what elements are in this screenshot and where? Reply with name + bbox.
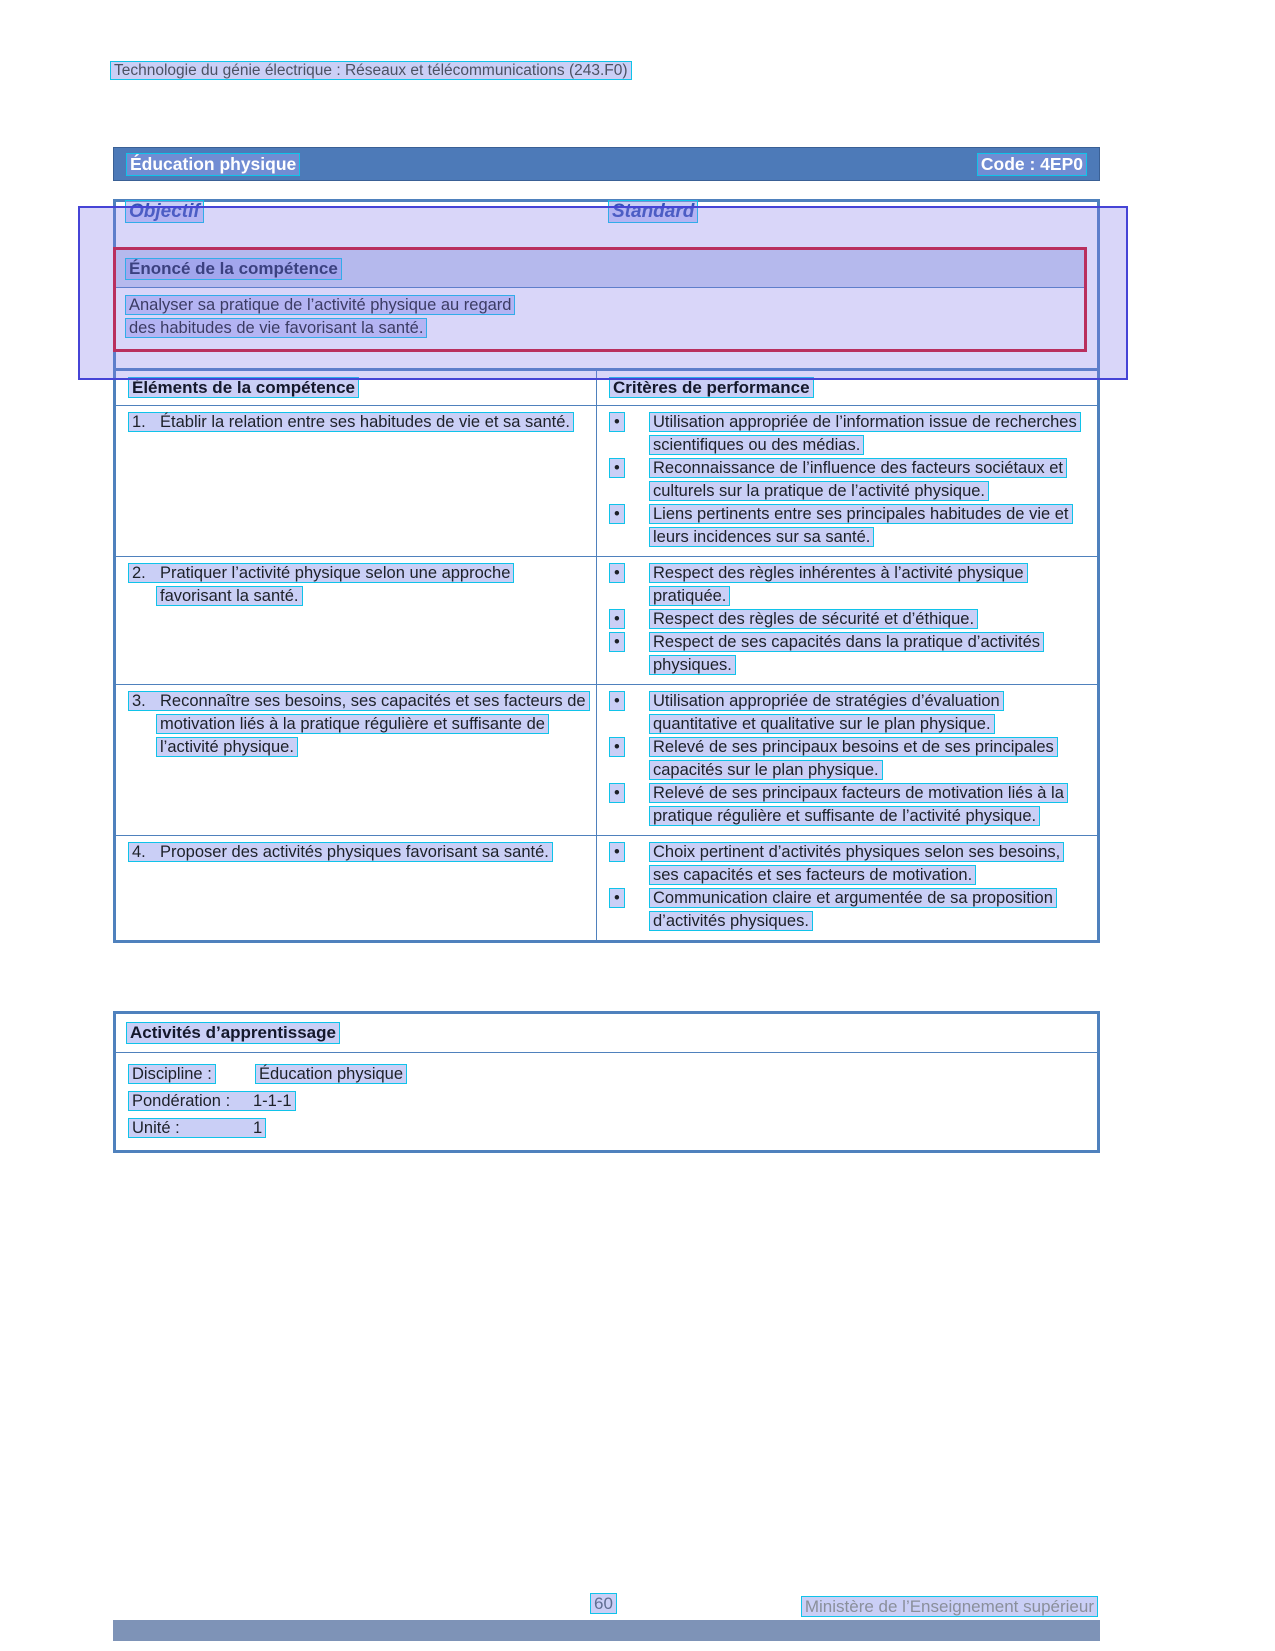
bullet-icon: •	[609, 504, 625, 524]
criteria-item	[609, 457, 1081, 503]
bullet-column	[609, 562, 649, 608]
bullet-column	[609, 503, 649, 549]
footer-ministry: Ministère de l’Enseignement supérieur	[801, 1596, 1098, 1617]
ponderation-label: Pondération :	[132, 1092, 231, 1110]
table-header-cell-elements	[116, 371, 597, 405]
bullet-column	[609, 411, 649, 457]
criteria-text-wrap	[649, 690, 1081, 736]
table-header-criteres: Critères de performance	[609, 377, 814, 398]
page-number: 60	[590, 1593, 617, 1614]
bullet-icon: •	[609, 691, 625, 711]
element-item	[128, 411, 586, 434]
doc-header	[110, 62, 632, 80]
criteria-text-wrap	[649, 631, 1081, 677]
bullet-icon: •	[609, 609, 625, 629]
page-number-wrap	[590, 1594, 617, 1614]
bullet-column	[609, 631, 649, 677]
unite-label: Unité :	[132, 1119, 180, 1137]
criteria-text: Choix pertinent d’activités physiques selon ses besoins, ses capacités et ses facteurs de motivation.	[649, 842, 1064, 885]
bullet-column	[609, 887, 649, 933]
criteria-text-wrap	[649, 782, 1081, 828]
program-title-bar	[113, 147, 1100, 181]
discipline-value: Éducation physique	[255, 1064, 407, 1084]
bullet-column	[609, 782, 649, 828]
competence-table	[113, 368, 1100, 943]
bullet-icon: •	[609, 783, 625, 803]
enonce-line-2: des habitudes de vie favorisant la santé.	[125, 318, 427, 338]
criteria-cell	[597, 557, 1097, 684]
criteria-item	[609, 841, 1081, 887]
program-title: Éducation physique	[126, 153, 300, 176]
enonce-line-1: Analyser sa pratique de l’activité physique au regard	[125, 295, 515, 315]
criteria-text: Utilisation appropriée de stratégies d’évaluation quantitative et qualitative sur le plan physique.	[649, 691, 1004, 734]
activites-box	[113, 1011, 1100, 1153]
table-header-row	[116, 371, 1097, 405]
criteria-text: Respect des règles inhérentes à l’activité physique pratiquée.	[649, 563, 1028, 606]
criteria-item	[609, 631, 1081, 677]
element-number: 3.	[132, 692, 146, 710]
enonce-box	[113, 247, 1087, 352]
criteria-item	[609, 887, 1081, 933]
bullet-icon: •	[609, 632, 625, 652]
criteria-item	[609, 562, 1081, 608]
element-number: 2.	[132, 564, 146, 582]
table-row	[116, 405, 1097, 556]
bullet-column	[609, 457, 649, 503]
criteria-item	[609, 690, 1081, 736]
element-number: 4.	[132, 843, 146, 861]
activites-body	[116, 1053, 1097, 1150]
criteria-text-wrap	[649, 503, 1081, 549]
bullet-icon: •	[609, 458, 625, 478]
bullet-column	[609, 690, 649, 736]
criteria-cell	[597, 836, 1097, 940]
table-row	[116, 835, 1097, 940]
criteria-text: Relevé de ses principaux facteurs de motivation liés à la pratique régulière et suffisante de l’activité physique.	[649, 783, 1068, 826]
criteria-text: Respect des règles de sécurité et d’éthique.	[649, 609, 978, 629]
discipline-label: Discipline :	[128, 1064, 216, 1084]
program-code: Code : 4EP0	[977, 153, 1087, 176]
criteria-text: Communication claire et argumentée de sa proposition d’activités physiques.	[649, 888, 1057, 931]
criteria-text-wrap	[649, 411, 1081, 457]
column-headers-row	[113, 201, 1100, 223]
unite-line	[128, 1115, 1087, 1142]
element-text: Reconnaître ses besoins, ses capacités et ses facteurs de motivation liés à la pratique régulière et suffisante de l’activité physique.	[160, 692, 586, 756]
ponderation-line	[128, 1088, 1087, 1115]
bullet-icon: •	[609, 563, 625, 583]
criteria-cell	[597, 685, 1097, 835]
element-cell	[116, 685, 597, 835]
criteria-cell	[597, 406, 1097, 556]
element-item	[128, 562, 586, 608]
table-header-cell-criteres	[597, 371, 1097, 405]
element-text: Pratiquer l’activité physique selon une approche favorisant la santé.	[160, 564, 511, 605]
element-item	[128, 690, 586, 759]
element-cell	[116, 406, 597, 556]
discipline-line	[128, 1061, 1087, 1088]
footer-bar	[113, 1620, 1100, 1641]
element-cell	[116, 557, 597, 684]
criteria-item	[609, 503, 1081, 549]
doc-header-text: Technologie du génie électrique : Réseaux et télécommunications (243.F0)	[110, 61, 632, 80]
criteria-text-wrap	[649, 736, 1081, 782]
bullet-icon: •	[609, 412, 625, 432]
element-item	[128, 841, 586, 864]
criteria-text: Reconnaissance de l’influence des facteurs sociétaux et culturels sur la pratique de l’activité physique.	[649, 458, 1067, 501]
standard-column	[596, 201, 1100, 223]
criteria-text-wrap	[649, 887, 1081, 933]
bullet-icon: •	[609, 842, 625, 862]
discipline-label-column	[128, 1061, 255, 1088]
bullet-column	[609, 736, 649, 782]
criteria-item	[609, 782, 1081, 828]
bullet-icon: •	[609, 888, 625, 908]
objectif-column	[113, 201, 596, 223]
element-number: 1.	[132, 413, 146, 431]
criteria-item	[609, 411, 1081, 457]
criteria-text-wrap	[649, 841, 1081, 887]
criteria-text: Relevé de ses principaux besoins et de ses principales capacités sur le plan physique.	[649, 737, 1058, 780]
enonce-heading: Énoncé de la compétence	[125, 258, 342, 280]
criteria-text-wrap	[649, 608, 1081, 631]
ponderation-value: 1-1-1	[253, 1092, 292, 1110]
bullet-column	[609, 841, 649, 887]
criteria-text: Respect de ses capacités dans la pratique d’activités physiques.	[649, 632, 1044, 675]
criteria-text-wrap	[649, 457, 1081, 503]
footer-ministry-wrap	[801, 1597, 1098, 1617]
column-header-objectif: Objectif	[125, 200, 204, 223]
table-row	[116, 684, 1097, 835]
bullet-column	[609, 608, 649, 631]
element-text: Proposer des activités physiques favorisant sa santé.	[160, 843, 549, 861]
bullet-icon: •	[609, 737, 625, 757]
element-cell	[116, 836, 597, 940]
activites-heading-row	[116, 1014, 1097, 1053]
criteria-text: Liens pertinents entre ses principales habitudes de vie et leurs incidences sur sa santé.	[649, 504, 1073, 547]
element-text: Établir la relation entre ses habitudes de vie et sa santé.	[160, 413, 570, 431]
enonce-body	[116, 288, 1084, 349]
enonce-heading-row	[116, 250, 1084, 288]
column-header-standard: Standard	[608, 200, 698, 223]
activites-heading: Activités d’apprentissage	[126, 1022, 340, 1044]
criteria-text: Utilisation appropriée de l’information issue de recherches scientifiques ou des médias.	[649, 412, 1081, 455]
table-header-elements: Éléments de la compétence	[128, 377, 359, 398]
criteria-item	[609, 608, 1081, 631]
unite-value: 1	[253, 1119, 263, 1137]
criteria-item	[609, 736, 1081, 782]
criteria-text-wrap	[649, 562, 1081, 608]
table-row	[116, 556, 1097, 684]
